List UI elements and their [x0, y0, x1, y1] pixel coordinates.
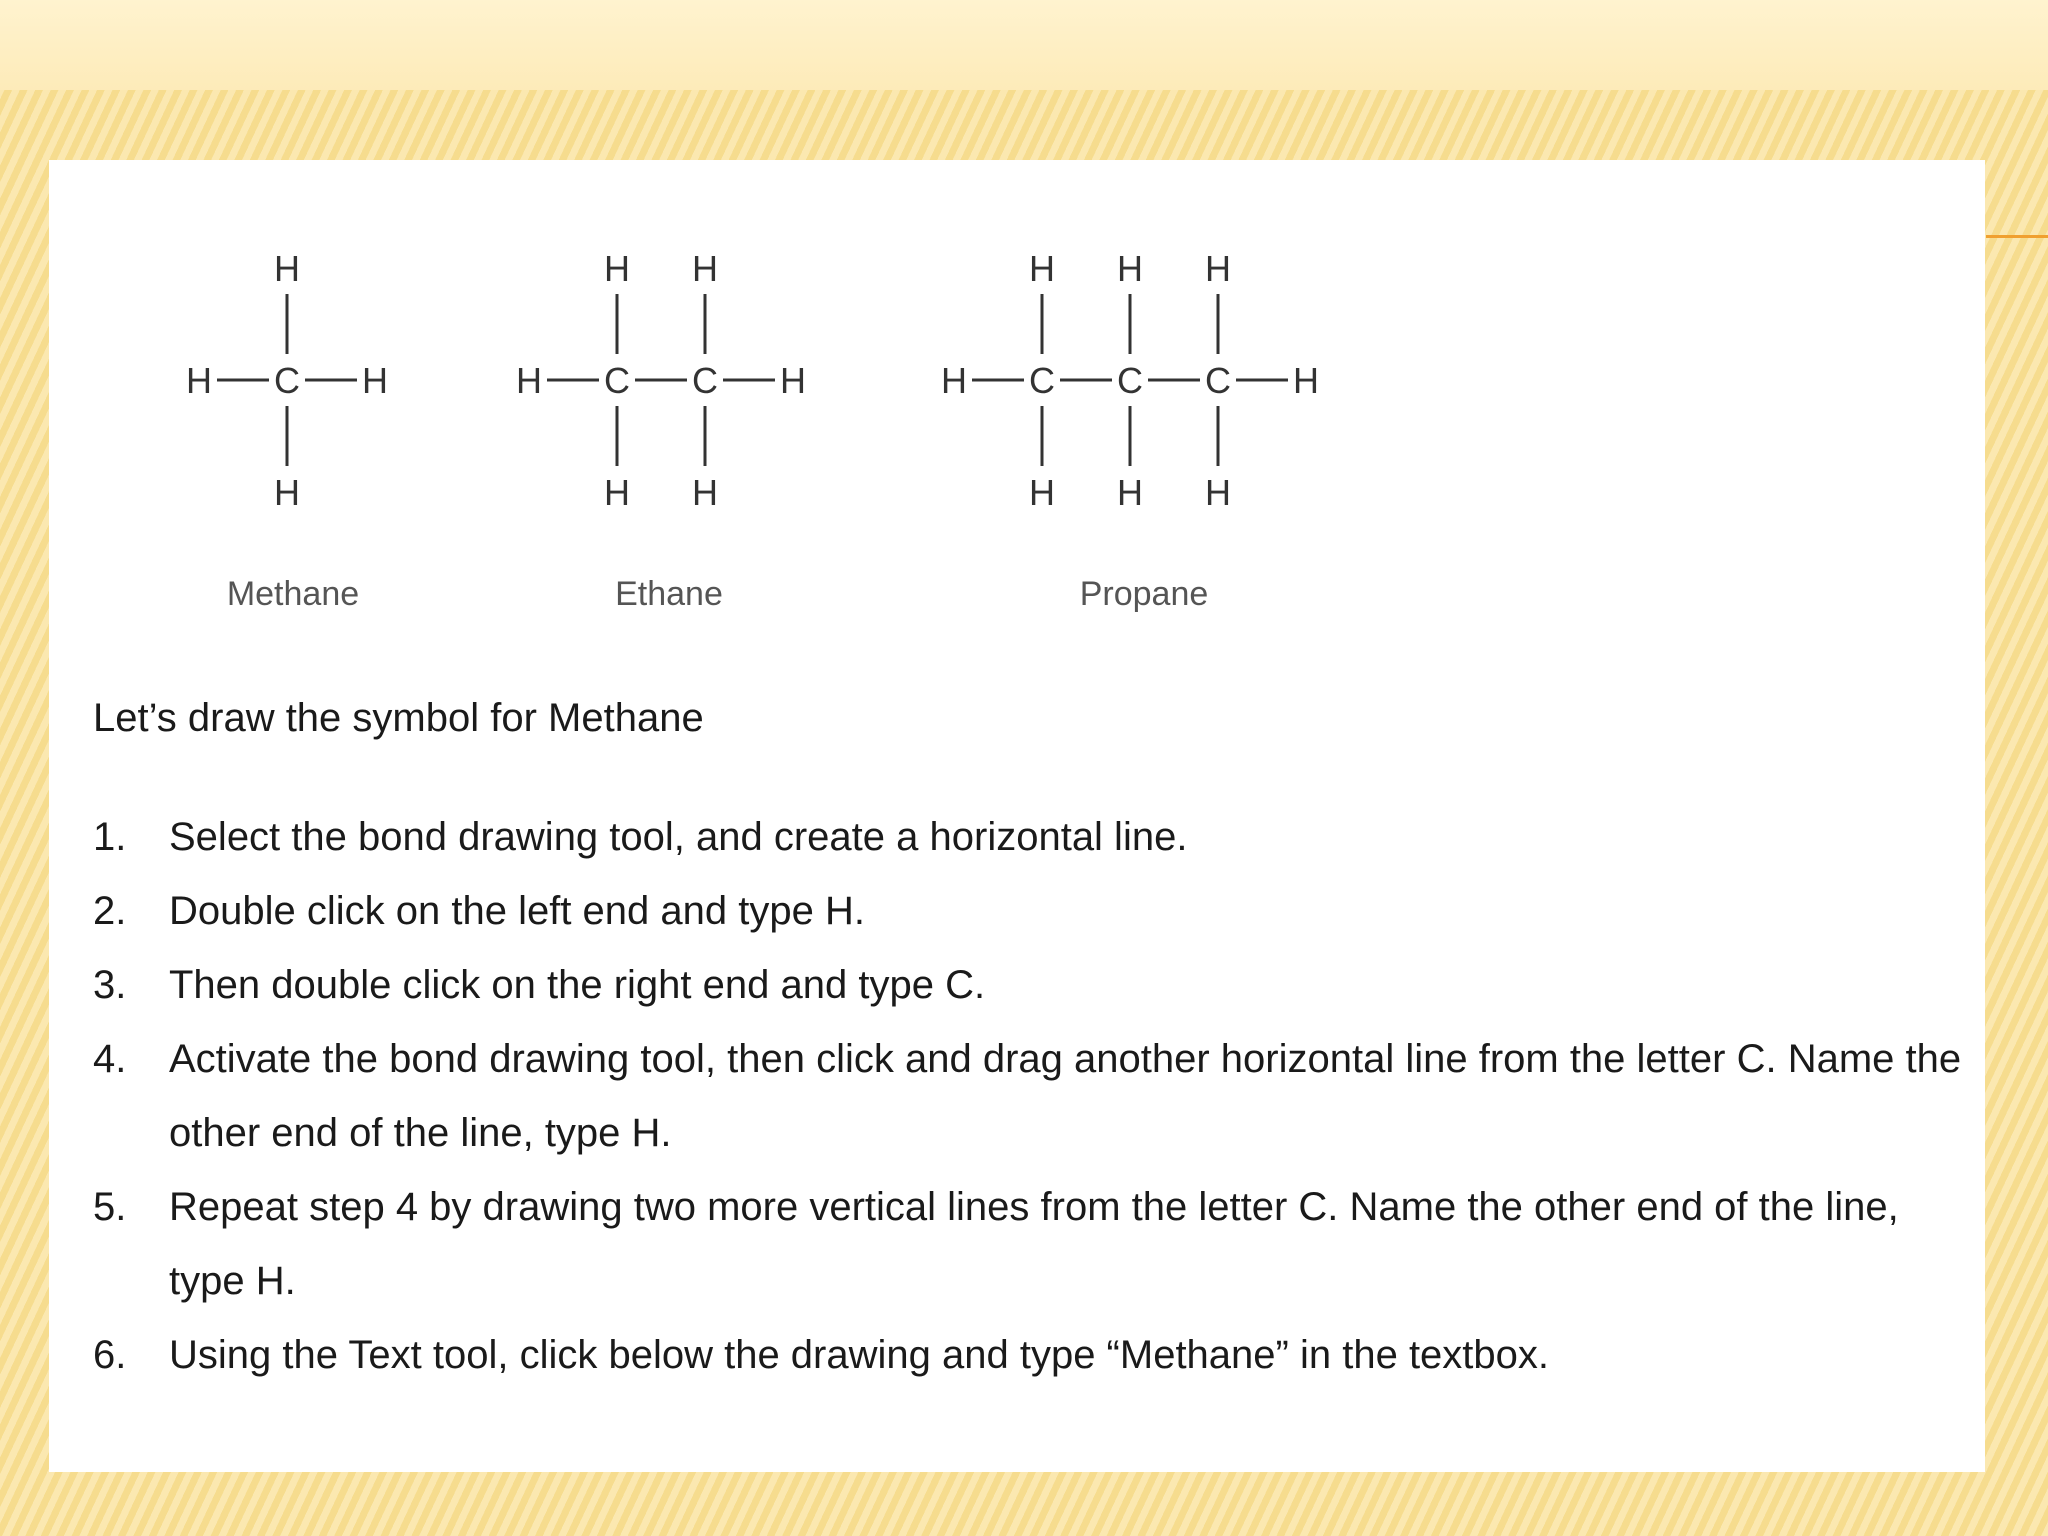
hydrogen-atom: H [604, 472, 630, 513]
step-3 [93, 948, 1963, 1022]
hydrogen-atom: H [692, 248, 718, 289]
hydrogen-atom: H [780, 360, 806, 401]
step-number: 4. [93, 1037, 127, 1081]
carbon-atom: C [1205, 360, 1231, 401]
step-text: Activate the bond drawing tool, then click and drag another horizontal line from the letter C. Name the other end of the line, type H. [169, 1037, 1962, 1155]
step-number: 6. [93, 1333, 127, 1377]
ethane-label: Ethane [615, 575, 723, 613]
step-text: Using the Text tool, click below the drawing and type “Methane” in the textbox. [169, 1333, 1550, 1377]
hydrogen-atom: H [1205, 248, 1231, 289]
hydrogen-atom: H [941, 360, 967, 401]
step-2 [93, 874, 1963, 948]
step-6 [93, 1318, 1963, 1392]
hydrogen-atom: H [362, 360, 388, 401]
methane-label: Methane [226, 575, 360, 613]
propane-structure [934, 230, 1374, 530]
hydrogen-atom: H [1029, 472, 1055, 513]
accent-line [1986, 235, 2048, 238]
step-number: 5. [93, 1185, 127, 1229]
hydrogen-atom: H [1029, 248, 1055, 289]
hydrogen-atom: H [516, 360, 542, 401]
step-4 [93, 1022, 1963, 1170]
step-text: Repeat step 4 by drawing two more vertical lines from the letter C. Name the other end of the line, type H. [169, 1185, 1899, 1303]
instruction-list [93, 800, 1963, 1392]
step-5 [93, 1170, 1963, 1318]
hydrogen-atom: H [1205, 472, 1231, 513]
intro-text: Let’s draw the symbol for Methane [93, 696, 704, 740]
hydrogen-atom: H [1117, 472, 1143, 513]
hydrogen-atom: H [186, 360, 212, 401]
step-text: Then double click on the right end and type C. [169, 963, 986, 1007]
carbon-atom: C [274, 360, 300, 401]
step-1 [93, 800, 1963, 874]
slide-top-band [0, 0, 2048, 90]
step-text: Double click on the left end and type H. [169, 889, 865, 933]
hydrogen-atom: H [1293, 360, 1319, 401]
step-text: Select the bond drawing tool, and create a horizontal line. [169, 815, 1188, 859]
propane-label: Propane [1079, 575, 1209, 613]
content-panel [49, 160, 1985, 1472]
carbon-atom: C [1029, 360, 1055, 401]
ethane-structure [509, 230, 849, 530]
step-number: 2. [93, 889, 127, 933]
step-number: 3. [93, 963, 127, 1007]
methane-structure [179, 230, 439, 530]
hydrogen-atom: H [274, 472, 300, 513]
carbon-atom: C [692, 360, 718, 401]
hydrogen-atom: H [1117, 248, 1143, 289]
carbon-atom: C [604, 360, 630, 401]
step-number: 1. [93, 815, 127, 859]
hydrogen-atom: H [692, 472, 718, 513]
carbon-atom: C [1117, 360, 1143, 401]
hydrogen-atom: H [274, 248, 300, 289]
hydrogen-atom: H [604, 248, 630, 289]
